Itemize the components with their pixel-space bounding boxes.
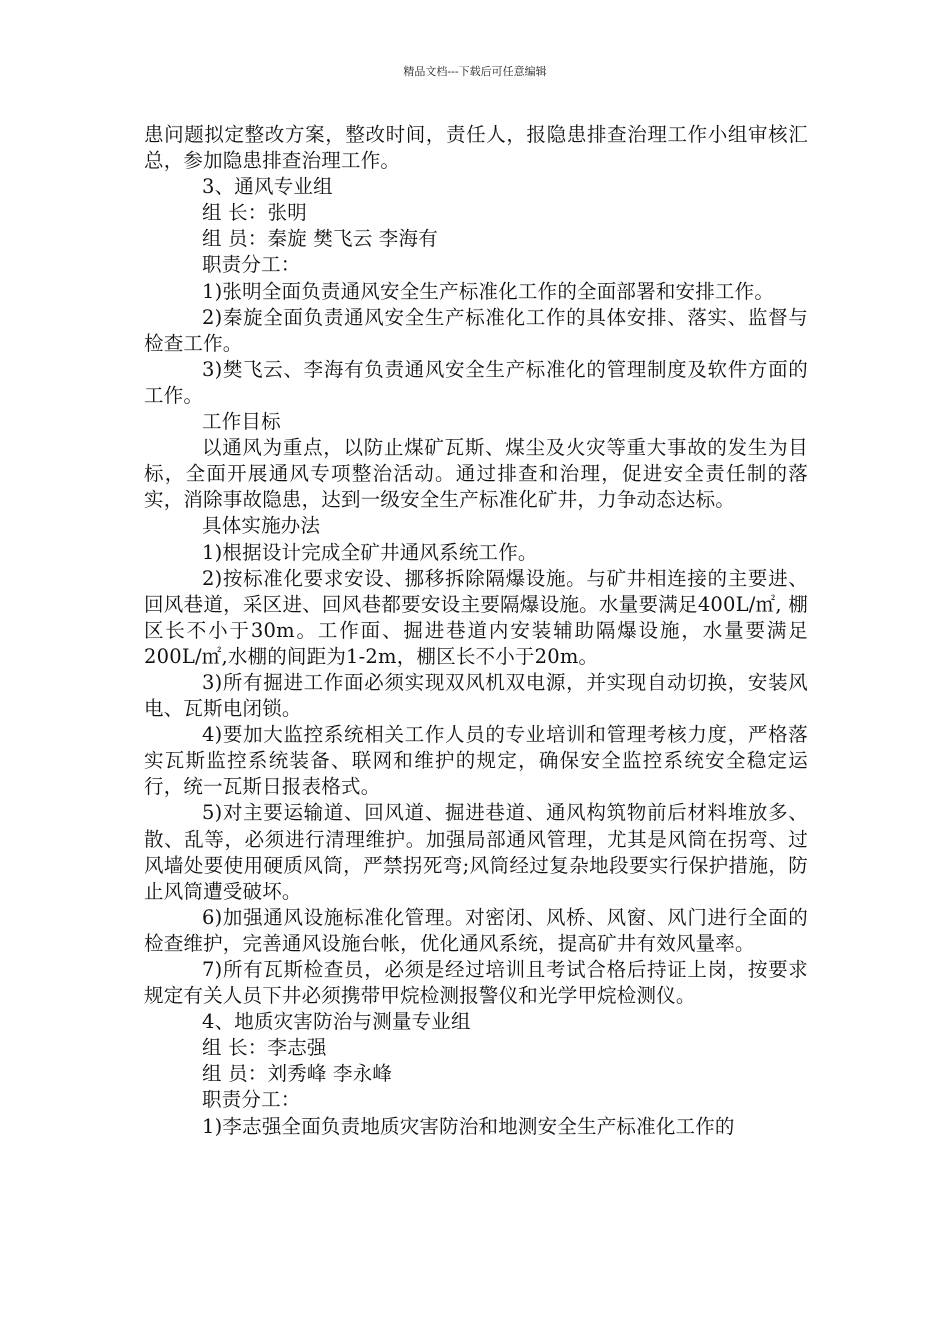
- paragraph: 工作目标: [202, 410, 281, 434]
- paragraph: 组 员：秦旋 樊飞云 李海有: [202, 227, 438, 251]
- paragraph: 以通风为重点，以防止煤矿瓦斯、煤尘及火灾等重大事故的发生为目标，全面开展通风专项整治活动。通过排查和治理，促进安全责任制的落实，消除事故隐患，达到一级安全生产标准化矿井，力争动态达标。: [144, 436, 808, 512]
- paragraph: 3)樊飞云、李海有负责通风安全生产标准化的管理制度及软件方面的工作。: [144, 357, 808, 407]
- paragraph: 患问题拟定整改方案，整改时间，责任人，报隐患排查治理工作小组审核汇总，参加隐患排查治理工作。: [144, 123, 808, 173]
- paragraph: 1)根据设计完成全矿井通风系统工作。: [202, 540, 538, 564]
- paragraph: 组 长：张明: [202, 201, 307, 225]
- paragraph: 组 员：刘秀峰 李永峰: [202, 1062, 393, 1086]
- document-body: [144, 122, 808, 1140]
- paragraph: 3、通风专业组: [202, 175, 333, 199]
- paragraph: 具体实施办法: [202, 514, 321, 538]
- paragraph: 职责分工：: [202, 1088, 301, 1112]
- paragraph: 3)所有掘进工作面必须实现双风机双电源，并实现自动切换，安装风电、瓦斯电闭锁。: [144, 670, 808, 721]
- paragraph: 2)按标准化要求安设、挪移拆除隔爆设施。与矿井相连接的主要进、回风巷道，采区进、回风巷都要安设主要隔爆设施。水量要满足400L/㎡, 棚区长不小于30m。工作面、掘进巷道内安装辅助隔爆设施，水量要满足200L/㎡,水棚的间距为1-2m，棚区长不小于20m。: [144, 566, 808, 668]
- paragraph: 1)李志强全面负责地质灾害防治和地测安全生产标准化工作的: [202, 1114, 735, 1138]
- page-header: 精品文档---下载后可任意编辑: [403, 65, 547, 78]
- paragraph: 1)张明全面负责通风安全生产标准化工作的全面部署和安排工作。: [202, 279, 775, 303]
- paragraph: 7)所有瓦斯检查员，必须是经过培训且考试合格后持证上岗，按要求规定有关人员下井必须携带甲烷检测报警仪和光学甲烷检测仪。: [144, 958, 808, 1008]
- paragraph: 2)秦旋全面负责通风安全生产标准化工作的具体安排、落实、监督与检查工作。: [144, 305, 808, 355]
- paragraph: 6)加强通风设施标准化管理。对密闭、风桥、风窗、风门进行全面的检查维护，完善通风设施台帐，优化通风系统，提高矿井有效风量率。: [144, 905, 808, 955]
- paragraph: 组 长：李志强: [202, 1036, 327, 1060]
- paragraph: 4、地质灾害防治与测量专业组: [202, 1010, 471, 1034]
- paragraph: 5)对主要运输道、回风道、掘进巷道、通风构筑物前后材料堆放多、散、乱等，必须进行清理维护。加强局部通风管理，尤其是风筒在拐弯、过风墙处要使用硬质风筒，严禁拐死弯;风筒经过复杂地段要实行保护措施，防止风筒遭受破坏。: [144, 801, 808, 903]
- paragraph: 职责分工：: [202, 253, 301, 277]
- paragraph: 4)要加大监控系统相关工作人员的专业培训和管理考核力度，严格落实瓦斯监控系统装备、联网和维护的规定，确保安全监控系统安全稳定运行，统一瓦斯日报表格式。: [144, 723, 808, 799]
